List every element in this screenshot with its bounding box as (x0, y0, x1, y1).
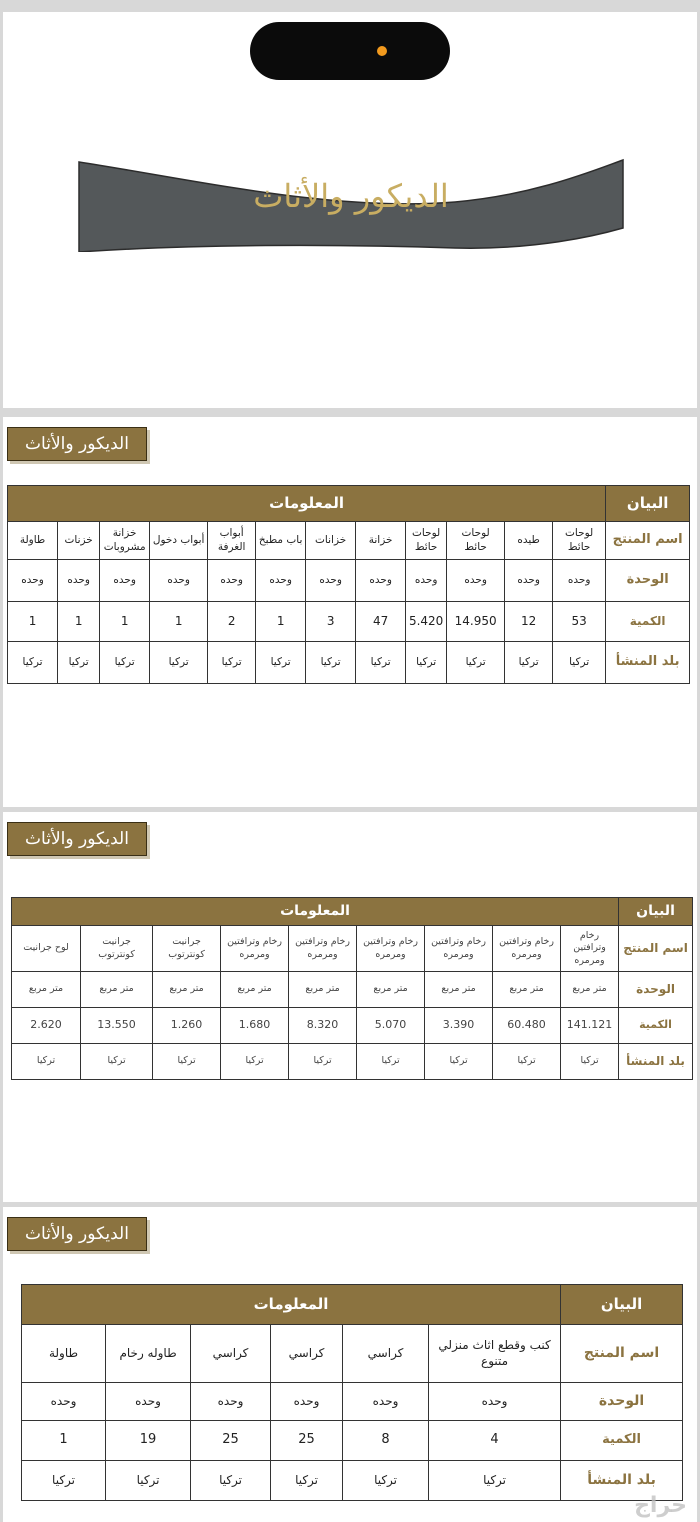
unit-cell: وحده (343, 1383, 429, 1421)
product-name-cell: كراسي (343, 1325, 429, 1383)
qty-cell: 1 (8, 602, 58, 642)
product-name-row (12, 926, 693, 972)
unit-cell: متر مربع (12, 972, 81, 1008)
product-name-cell: كراسي (191, 1325, 271, 1383)
section-panel-3 (3, 1207, 697, 1522)
product-name-cell: رخام وترافتين ومرمره (221, 926, 289, 972)
product-name-cell: لوح جرانيت (12, 926, 81, 972)
unit-cell: وحده (356, 560, 406, 602)
label-header: البيان (561, 1285, 683, 1325)
origin-row (8, 642, 690, 684)
qty-cell: 1 (22, 1421, 106, 1461)
origin-cell: تركيا (208, 642, 256, 684)
section-tag: الديكور والأثاث (7, 1217, 147, 1251)
product-name-cell: طيده (505, 522, 553, 560)
section-panel-1 (3, 417, 697, 807)
qty-cell: 1 (150, 602, 208, 642)
product-name-cell: رخام وترافتين ومرمره (493, 926, 561, 972)
row-label-name: اسم المنتج (561, 1325, 683, 1383)
product-name-cell: رخام وترافتين ومرمره (561, 926, 619, 972)
qty-cell: 2 (208, 602, 256, 642)
product-name-cell: خزانة (356, 522, 406, 560)
qty-cell: 8 (343, 1421, 429, 1461)
origin-cell: تركيا (505, 642, 553, 684)
origin-cell: تركيا (221, 1044, 289, 1080)
origin-cell: تركيا (493, 1044, 561, 1080)
product-name-cell: جرانيت كونترتوب (81, 926, 153, 972)
origin-cell: تركيا (289, 1044, 357, 1080)
unit-cell: متر مربع (357, 972, 425, 1008)
origin-cell: تركيا (153, 1044, 221, 1080)
qty-cell: 141.121 (561, 1008, 619, 1044)
unit-cell: وحده (271, 1383, 343, 1421)
unit-cell: وحده (505, 560, 553, 602)
qty-cell: 3.390 (425, 1008, 493, 1044)
qty-cell: 25 (271, 1421, 343, 1461)
section-tag: الديكور والأثاث (7, 822, 147, 856)
unit-cell: وحده (553, 560, 606, 602)
product-name-row (22, 1325, 683, 1383)
unit-cell: وحده (8, 560, 58, 602)
row-label-qty: الكمية (619, 1008, 693, 1044)
qty-cell: 60.480 (493, 1008, 561, 1044)
row-label-qty: الكمية (561, 1421, 683, 1461)
qty-cell: 12 (505, 602, 553, 642)
unit-cell: متر مربع (289, 972, 357, 1008)
origin-cell: تركيا (106, 1461, 191, 1501)
origin-cell: تركيا (22, 1461, 106, 1501)
unit-cell: متر مربع (221, 972, 289, 1008)
origin-cell: تركيا (191, 1461, 271, 1501)
origin-cell: تركيا (429, 1461, 561, 1501)
quantity-row (12, 1008, 693, 1044)
qty-cell: 5.420 (406, 602, 447, 642)
product-name-cell: جرانيت كونترتوب (153, 926, 221, 972)
qty-cell: 1.680 (221, 1008, 289, 1044)
qty-cell: 47 (356, 602, 406, 642)
product-name-cell: كنب وقطع اثاث منزلي متنوع (429, 1325, 561, 1383)
row-label-origin: بلد المنشأ (619, 1044, 693, 1080)
unit-cell: وحده (447, 560, 505, 602)
unit-cell: وحده (150, 560, 208, 602)
product-name-cell: رخام وترافتين ومرمره (357, 926, 425, 972)
unit-cell: وحده (406, 560, 447, 602)
product-name-cell: طاولة (22, 1325, 106, 1383)
origin-cell: تركيا (357, 1044, 425, 1080)
qty-cell: 1 (58, 602, 100, 642)
row-label-origin: بلد المنشأ (561, 1461, 683, 1501)
unit-cell: وحده (306, 560, 356, 602)
camera-notch (250, 22, 450, 80)
product-name-cell: لوحات حائط (447, 522, 505, 560)
unit-cell: وحده (22, 1383, 106, 1421)
section-tag: الديكور والأثاث (7, 427, 147, 461)
qty-cell: 4 (429, 1421, 561, 1461)
origin-cell: تركيا (343, 1461, 429, 1501)
cover-panel (3, 12, 697, 408)
origin-cell: تركيا (425, 1044, 493, 1080)
unit-row (8, 560, 690, 602)
product-name-cell: لوحات حائط (553, 522, 606, 560)
unit-cell: متر مربع (81, 972, 153, 1008)
row-label-name: اسم المنتج (619, 926, 693, 972)
unit-cell: وحده (58, 560, 100, 602)
product-name-cell: خزانة مشروبات (100, 522, 150, 560)
label-header: البيان (606, 486, 690, 522)
quantity-row (22, 1421, 683, 1461)
info-header: المعلومات (12, 898, 619, 926)
unit-cell: وحده (256, 560, 306, 602)
info-header: المعلومات (8, 486, 606, 522)
products-table (7, 485, 690, 684)
unit-cell: متر مربع (153, 972, 221, 1008)
product-name-cell: رخام وترافتين ومرمره (289, 926, 357, 972)
unit-row (12, 972, 693, 1008)
product-name-cell: رخام وترافتين ومرمره (425, 926, 493, 972)
unit-cell: وحده (191, 1383, 271, 1421)
product-name-cell: طاولة (8, 522, 58, 560)
unit-cell: وحده (208, 560, 256, 602)
qty-cell: 53 (553, 602, 606, 642)
unit-cell: وحده (106, 1383, 191, 1421)
unit-cell: متر مربع (561, 972, 619, 1008)
row-label-unit: الوحدة (619, 972, 693, 1008)
products-table (21, 1284, 683, 1501)
origin-cell: تركيا (8, 642, 58, 684)
qty-cell: 2.620 (12, 1008, 81, 1044)
label-header: البيان (619, 898, 693, 926)
qty-cell: 14.950 (447, 602, 505, 642)
product-name-cell: أبواب الغرفة (208, 522, 256, 560)
watermark-logo: حراج (634, 1493, 687, 1518)
product-name-cell: باب مطبخ (256, 522, 306, 560)
product-name-cell: خزانات (306, 522, 356, 560)
origin-cell: تركيا (100, 642, 150, 684)
origin-cell: تركيا (447, 642, 505, 684)
info-header: المعلومات (22, 1285, 561, 1325)
unit-cell: متر مربع (425, 972, 493, 1008)
origin-cell: تركيا (561, 1044, 619, 1080)
qty-cell: 1.260 (153, 1008, 221, 1044)
camera-dot-icon (377, 46, 387, 56)
products-table (11, 897, 693, 1080)
origin-cell: تركيا (306, 642, 356, 684)
unit-cell: وحده (429, 1383, 561, 1421)
quantity-row (8, 602, 690, 642)
qty-cell: 25 (191, 1421, 271, 1461)
product-name-cell: طاوله رخام (106, 1325, 191, 1383)
origin-cell: تركيا (256, 642, 306, 684)
product-name-row (8, 522, 690, 560)
qty-cell: 3 (306, 602, 356, 642)
unit-cell: وحده (100, 560, 150, 602)
unit-cell: متر مربع (493, 972, 561, 1008)
origin-cell: تركيا (150, 642, 208, 684)
origin-cell: تركيا (553, 642, 606, 684)
origin-cell: تركيا (12, 1044, 81, 1080)
product-name-cell: كراسي (271, 1325, 343, 1383)
qty-cell: 13.550 (81, 1008, 153, 1044)
product-name-cell: لوحات حائط (406, 522, 447, 560)
origin-row (12, 1044, 693, 1080)
row-label-origin: بلد المنشأ (606, 642, 690, 684)
qty-cell: 1 (256, 602, 306, 642)
row-label-qty: الكمية (606, 602, 690, 642)
origin-cell: تركيا (271, 1461, 343, 1501)
row-label-unit: الوحدة (606, 560, 690, 602)
product-name-cell: أبواب دخول (150, 522, 208, 560)
origin-cell: تركيا (58, 642, 100, 684)
section-panel-2 (3, 812, 697, 1202)
row-label-unit: الوحدة (561, 1383, 683, 1421)
origin-cell: تركيا (356, 642, 406, 684)
qty-cell: 19 (106, 1421, 191, 1461)
origin-cell: تركيا (81, 1044, 153, 1080)
origin-row (22, 1461, 683, 1501)
row-label-name: اسم المنتج (606, 522, 690, 560)
product-name-cell: خزنات (58, 522, 100, 560)
cover-title: الديكور والأثاث (253, 177, 449, 215)
origin-cell: تركيا (406, 642, 447, 684)
qty-cell: 8.320 (289, 1008, 357, 1044)
qty-cell: 1 (100, 602, 150, 642)
unit-row (22, 1383, 683, 1421)
qty-cell: 5.070 (357, 1008, 425, 1044)
